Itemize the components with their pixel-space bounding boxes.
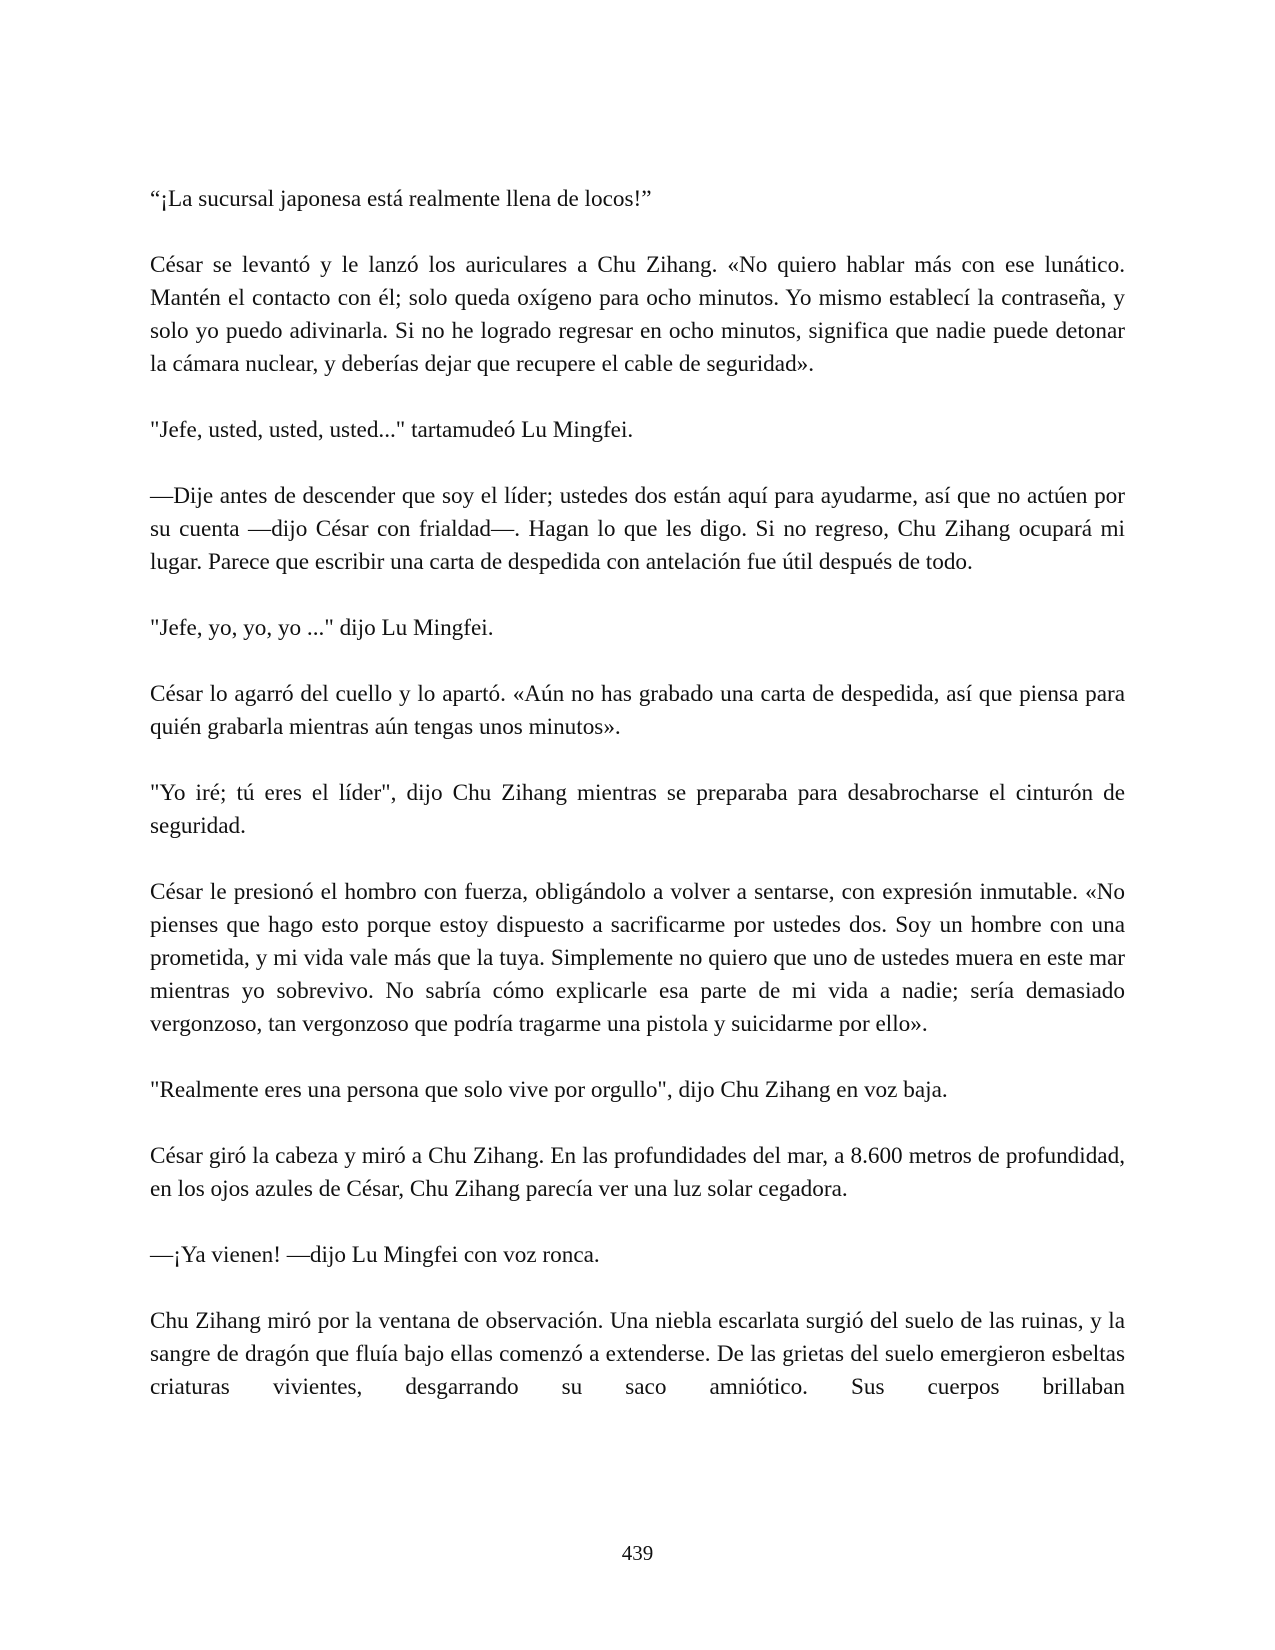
paragraph-5: "Jefe, yo, yo, yo ..." dijo Lu Mingfei. [150,615,494,641]
paragraph-12: Chu Zihang miró por la ventana de observación. Una niebla escarlata surgió del suelo de las ruinas, y la sangre de dragón que fluía bajo ellas comenzó a extenderse. De las grietas del suelo emergieron esbeltas criaturas vivientes, desgarrando su saco amniótico. Sus cuerpos brillaban [150,1308,1125,1400]
paragraph-4: —Dije antes de descender que soy el líder; ustedes dos están aquí para ayudarme, así que no actúen por su cuenta —dijo César con frialdad—. Hagan lo que les digo. Si no regreso, Chu Zihang ocupará mi lugar. Parece que escribir una carta de despedida con antelación fue útil después de todo. [150,483,1125,575]
paragraph-7: "Yo iré; tú eres el líder", dijo Chu Zihang mientras se preparaba para desabrocharse el cinturón de seguridad. [150,780,1125,839]
paragraph-8: César le presionó el hombro con fuerza, obligándolo a volver a sentarse, con expresión inmutable. «No pienses que hago esto porque estoy dispuesto a sacrificarme por ustedes dos. Soy un hombre con una prometida, y mi vida vale más que la tuya. Simplemente no quiero que uno de ustedes muera en este mar mientras yo sobrevivo. No sabría cómo explicarle esa parte de mi vida a nadie; sería demasiado vergonzoso, tan vergonzoso que podría tragarme una pistola y suicidarme por ello». [150,879,1125,1037]
paragraph-10: César giró la cabeza y miró a Chu Zihang. En las profundidades del mar, a 8.600 metros de profundidad, en los ojos azules de César, Chu Zihang parecía ver una luz solar cegadora. [150,1143,1125,1202]
paragraph-6: César lo agarró del cuello y lo apartó. «Aún no has grabado una carta de despedida, así que piensa para quién grabarla mientras aún tengas unos minutos». [150,681,1125,740]
paragraph-2: César se levantó y le lanzó los auriculares a Chu Zihang. «No quiero hablar más con ese lunático. Mantén el contacto con él; solo queda oxígeno para ocho minutos. Yo mismo establecí la contraseña, y solo yo puedo adivinarla. Si no he logrado regresar en ocho minutos, significa que nadie puede detonar la cámara nuclear, y deberías dejar que recupere el cable de seguridad». [150,252,1125,377]
paragraph-1: “¡La sucursal japonesa está realmente llena de locos!” [150,186,652,212]
paragraph-9: "Realmente eres una persona que solo vive por orgullo", dijo Chu Zihang en voz baja. [150,1077,948,1103]
page-body-text [150,183,1125,1404]
page-number: 439 [621,1541,654,1565]
paragraph-3: "Jefe, usted, usted, usted..." tartamudeó Lu Mingfei. [150,417,634,443]
paragraph-11: —¡Ya vienen! —dijo Lu Mingfei con voz ronca. [150,1242,600,1268]
